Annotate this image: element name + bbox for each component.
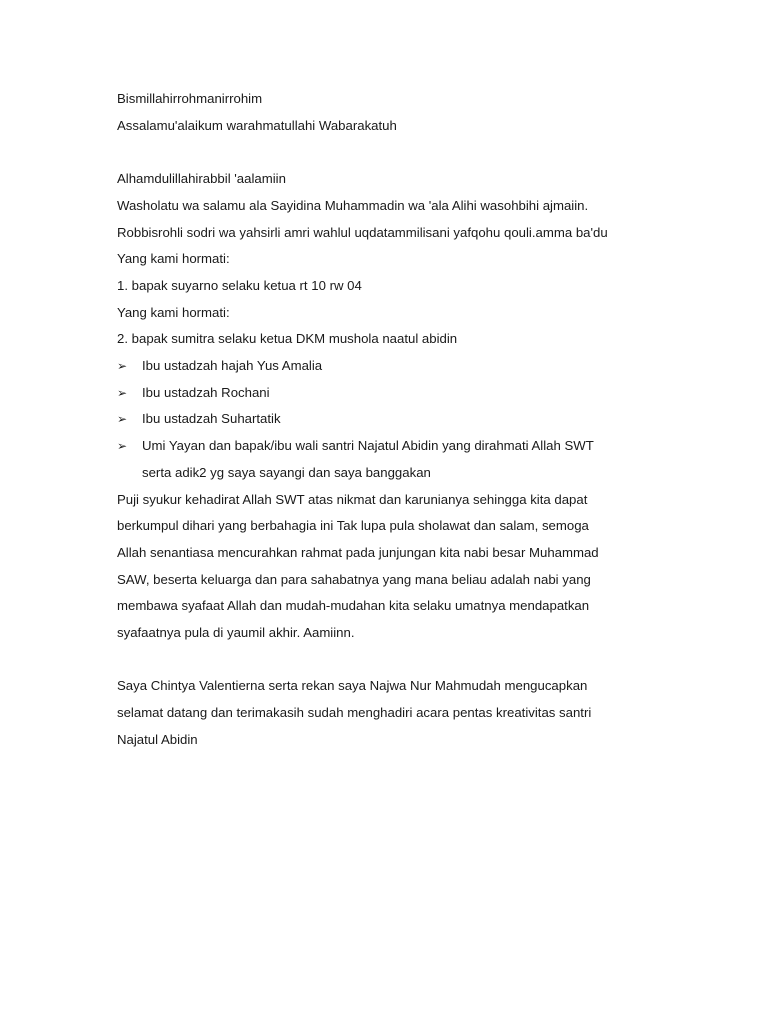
list-item [117, 353, 677, 380]
welcome-line: Saya Chintya Valentierna serta rekan saya Najwa Nur Mahmudah mengucapkan [117, 678, 588, 694]
list-item [117, 380, 677, 407]
gratitude-line: syafaatnya pula di yaumil akhir. Aamiinn. [117, 625, 355, 641]
bullet-text: Ibu ustadzah Rochani [142, 384, 270, 400]
bullet-text: Umi Yayan dan bapak/ibu wali santri Najatul Abidin yang dirahmati Allah SWT [142, 438, 594, 454]
gratitude-line: berkumpul dihari yang berbahagia ini Tak lupa pula sholawat dan salam, semoga [117, 518, 589, 534]
sholawat-line: Washolatu wa salamu ala Sayidina Muhammadin wa 'ala Alihi wasohbihi ajmaiin. [117, 197, 589, 213]
doa-line: Robbisrohli sodri wa yahsirli amri wahlul uqdatammilisani yafqohu qouli.amma ba'du [117, 224, 608, 240]
respected-heading-2: Yang kami hormati: [117, 304, 230, 320]
blank-line [117, 647, 677, 674]
respected-item-1: 1. bapak suyarno selaku ketua rt 10 rw 04 [117, 277, 362, 293]
bullet-text: Ibu ustadzah Suhartatik [142, 411, 281, 427]
document-body [117, 86, 677, 754]
respected-bullet-list [117, 353, 677, 487]
respected-item-2: 2. bapak sumitra selaku ketua DKM mushola naatul abidin [117, 331, 458, 347]
list-item [117, 406, 677, 433]
gratitude-line: Puji syukur kehadirat Allah SWT atas nikmat dan karunianya sehingga kita dapat [117, 491, 588, 507]
arrow-bullet-icon: ➢ [117, 385, 128, 400]
hamdalah-line: Alhamdulillahirabbil 'aalamiin [117, 171, 286, 187]
gratitude-line: SAW, beserta keluarga dan para sahabatnya yang mana beliau adalah nabi yang [117, 571, 591, 587]
blank-line [117, 139, 677, 166]
welcome-line: selamat datang dan terimakasih sudah menghadiri acara pentas kreativitas santri [117, 705, 592, 721]
opening-salam: Assalamu'alaikum warahmatullahi Wabarakatuh [117, 117, 397, 133]
arrow-bullet-icon: ➢ [117, 439, 128, 454]
arrow-bullet-icon: ➢ [117, 359, 128, 374]
arrow-bullet-icon: ➢ [117, 412, 128, 427]
bullet-text: Ibu ustadzah hajah Yus Amalia [142, 358, 323, 374]
bullet-text-continuation: serta adik2 yg saya sayangi dan saya banggakan [142, 464, 431, 480]
list-item [117, 433, 677, 486]
gratitude-line: membawa syafaat Allah dan mudah-mudahan kita selaku umatnya mendapatkan [117, 598, 590, 614]
welcome-line: Najatul Abidin [117, 731, 198, 747]
opening-basmala: Bismillahirrohmanirrohim [117, 91, 263, 106]
respected-heading-1: Yang kami hormati: [117, 251, 230, 267]
gratitude-line: Allah senantiasa mencurahkan rahmat pada junjungan kita nabi besar Muhammad [117, 544, 599, 560]
